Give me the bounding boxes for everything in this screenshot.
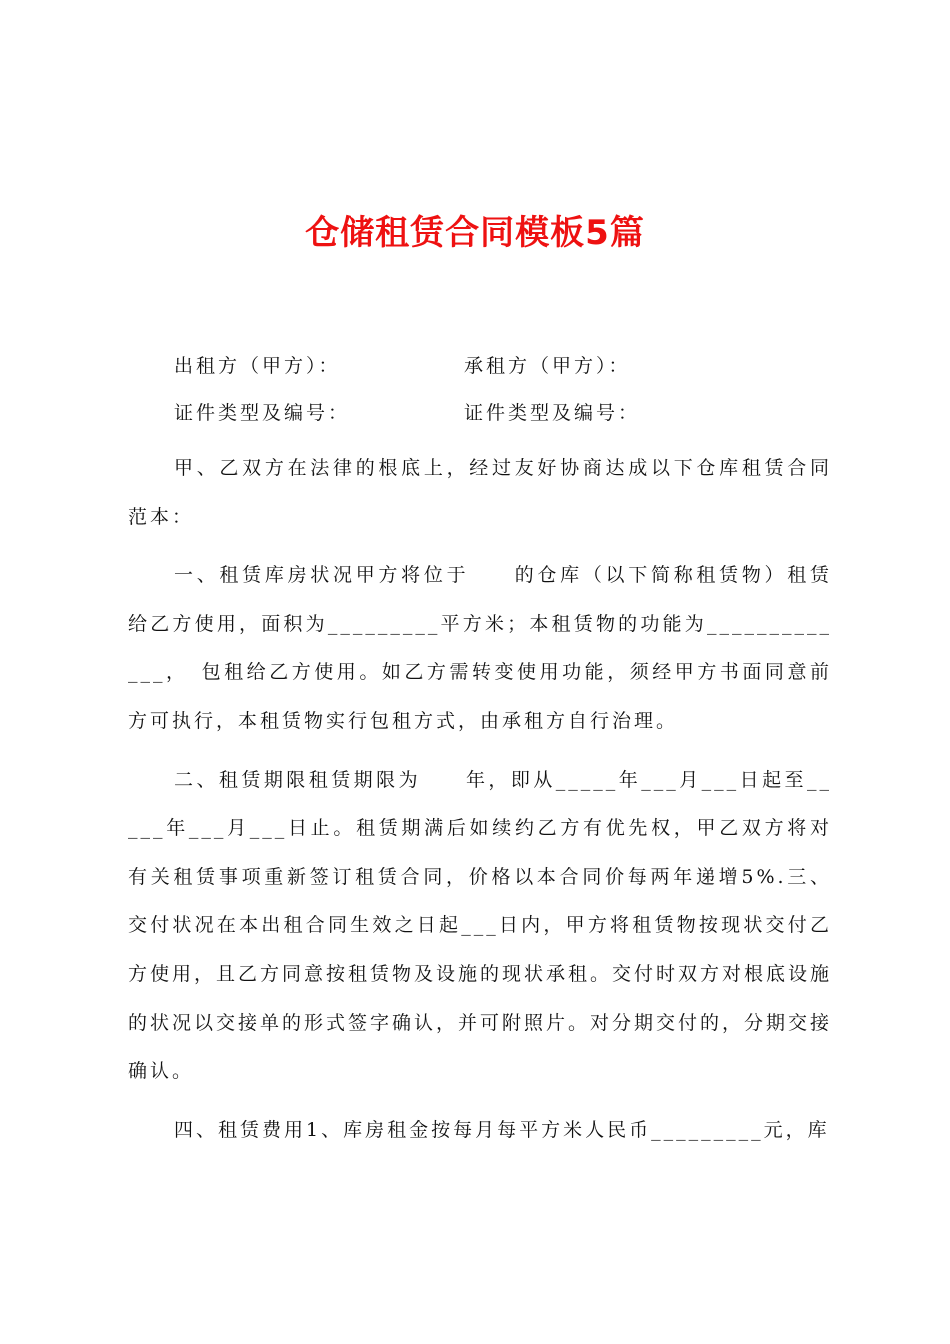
lessor-id-label: 证件类型及编号：: [174, 402, 351, 424]
paragraph-fees: 四、租赁费用1、库房租金按每月每平方米人民币_________元，库: [174, 1118, 830, 1141]
document-title: 仓储租赁合同模板5篇: [305, 213, 645, 253]
lessor-label: 出租方（甲方）：: [174, 355, 341, 377]
paragraph-term: 二、租赁期限租赁期限为 年，即从_____年___月___日起至_____年___月___日止。租赁期满后如续约乙方有优先权，甲乙双方将对有关租赁事项重新签订租赁合同，价格以本合同价每两年递增5%.三、交付状况在本出租合同生效之日起___日内，甲方将租赁物按现状交付乙方使用，且乙方同意按租赁物及设施的现状承租。交付时双方对根底设施的状况以交接单的形式签字确认，并可附照片。对分期交付的，分期交接确认。: [128, 768, 833, 1083]
lessee-label: 承租方（甲方）：: [464, 355, 631, 377]
lessee-id-label: 证件类型及编号：: [464, 402, 641, 424]
paragraph-intro: 甲、乙双方在法律的根底上，经过友好协商达成以下仓库租赁合同范本：: [128, 457, 832, 528]
contract-body: [128, 444, 832, 1164]
paragraph-premises: 一、租赁库房状况甲方将位于 的仓库（以下简称租赁物）租赁给乙方使用，面积为_________平方米；本租赁物的功能为_____________， 包租给乙方使用。如乙方需转变使用功能，须经甲方书面同意前方可执行，本租赁物实行包租方式，由承租方自行治理。: [128, 564, 832, 732]
